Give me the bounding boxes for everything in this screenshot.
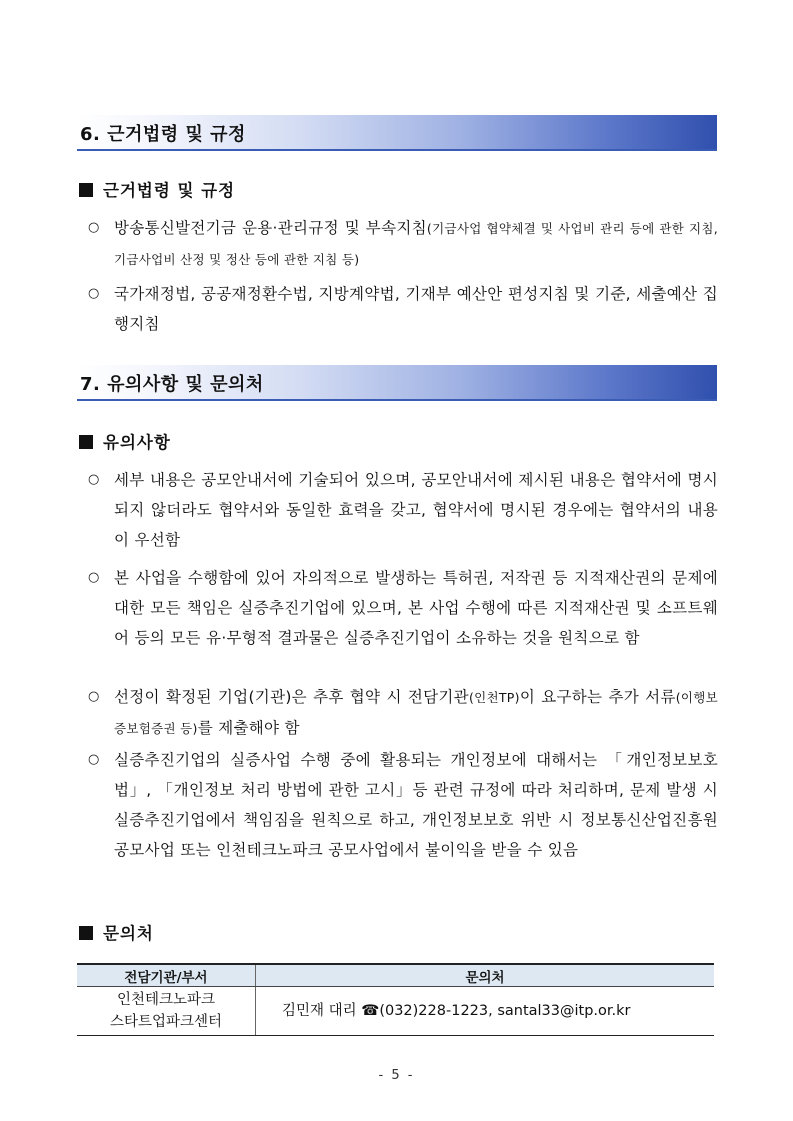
bullet-text: 국가재정법, 공공재정환수법, 지방계약법, 기재부 예산안 편성지침 및 기준, 세출예산 집행지침 <box>114 285 718 333</box>
table-header-row <box>77 964 714 987</box>
circle-bullet-icon: ○ <box>88 689 100 704</box>
bullet-text: 방송통신발전기금 운용‧관리규정 및 부속지침 <box>114 219 427 237</box>
section-6-header <box>77 115 717 151</box>
table-header-org: 전담기관/부서 <box>77 964 256 987</box>
square-bullet-icon <box>79 926 93 940</box>
bullet-text: 를 제출해야 함 <box>197 719 300 737</box>
square-bullet-icon <box>79 435 93 449</box>
bullet-text: 세부 내용은 공모안내서에 기술되어 있으며, 공모안내서에 제시된 내용은 협약서에 명시되지 않더라도 협약서와 동일한 효력을 갖고, 협약서에 명시된 경우에는 협약서의 내용이 우선함 <box>114 471 718 549</box>
bullet-note: (기금사업 협약체결 및 사업비 관리 등에 관한 지침, 기금사업비 산정 및 정산 등에 관한 지침 등) <box>114 221 718 267</box>
section-7-header <box>77 365 717 401</box>
bullet-note: (이행보증보험증권 등) <box>114 690 718 736</box>
circle-bullet-icon: ○ <box>88 472 100 487</box>
list-item <box>88 745 718 865</box>
sub-heading-contact-text: 문의처 <box>103 924 154 943</box>
section-6-title: 6. 근거법령 및 규정 <box>80 124 246 145</box>
list-item <box>88 563 718 653</box>
table-row <box>77 987 714 1036</box>
square-bullet-icon <box>79 183 93 197</box>
bullet-text: 이 요구하는 추가 서류 <box>519 688 676 706</box>
org-name: 인천테크노파크 <box>116 992 216 1008</box>
sub-heading-laws <box>79 177 235 201</box>
circle-bullet-icon: ○ <box>88 220 100 235</box>
circle-bullet-icon: ○ <box>88 286 100 301</box>
list-item <box>88 465 718 555</box>
circle-bullet-icon: ○ <box>88 752 100 767</box>
list-item <box>88 682 718 744</box>
org-department: 스타트업파크센터 <box>109 1014 223 1030</box>
bullet-note: (인천TP) <box>468 690 520 705</box>
bullet-text: 실증추진기업의 실증사업 수행 중에 활용되는 개인정보에 대해서는 「개인정보보호법」, 「개인정보 처리 방법에 관한 고시」등 관련 규정에 따라 처리하며, 문제 발생 시 실증추진기업에서 책임짐을 원칙으로 하고, 개인정보보호 위반 시 정보통신산업진흥원 공모사업 또는 인천테크노파크 공모사업에서 불이익을 받을 수 있음 <box>114 751 718 859</box>
section-7-title: 7. 유의사항 및 문의처 <box>80 374 264 395</box>
bullet-text: 본 사업을 수행함에 있어 자의적으로 발생하는 특허권, 저작권 등 지적재산권의 문제에 대한 모든 책임은 실증추진기업에 있으며, 본 사업 수행에 따른 지적재산권 및 소프트웨어 등의 모든 유·무형적 결과물은 실증추진기업이 소유하는 것을 원칙으로 함 <box>114 569 718 647</box>
table-header-contact: 문의처 <box>256 964 715 987</box>
contact-table <box>77 963 714 1036</box>
sub-heading-laws-text: 근거법령 및 규정 <box>103 181 236 200</box>
bullet-text: 선정이 확정된 기업(기관)은 추후 협약 시 전담기관 <box>114 688 469 706</box>
contact-cell: 김민재 대리 ☎(032)228-1223, santal33@itp.or.kr <box>256 987 715 1036</box>
page-number: - 5 - <box>378 1068 415 1083</box>
sub-heading-contact <box>79 920 154 944</box>
list-item <box>88 213 718 275</box>
sub-heading-notes-text: 유의사항 <box>103 433 171 452</box>
circle-bullet-icon: ○ <box>88 570 100 585</box>
org-cell <box>77 987 256 1036</box>
sub-heading-notes <box>79 429 171 453</box>
list-item <box>88 279 718 339</box>
